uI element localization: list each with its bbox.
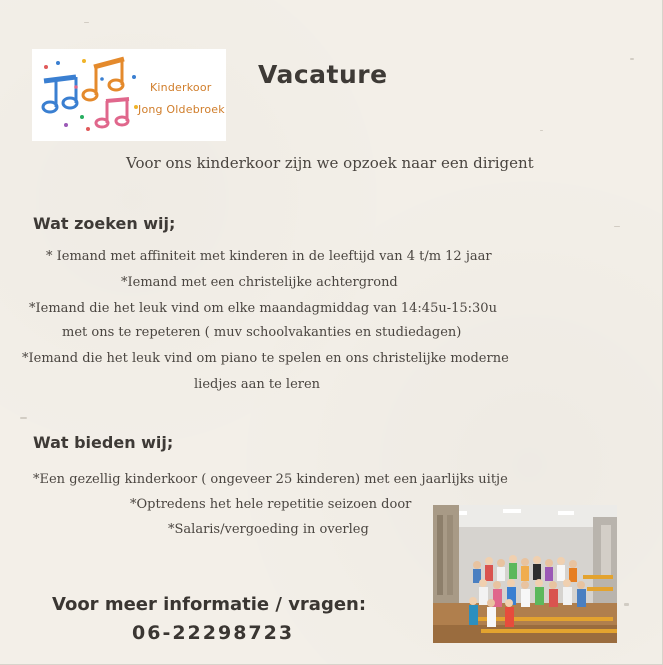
seeking-heading: Wat zoeken wij; bbox=[33, 214, 176, 233]
seeking-line: *Iemand die het leuk vind om elke maandagmiddag van 14:45u-15:30u bbox=[29, 301, 497, 316]
seeking-line: met ons te repeteren ( muv schoolvakanties en studiedagen) bbox=[62, 325, 462, 340]
seeking-line: *Iemand met een christelijke achtergrond bbox=[121, 275, 398, 290]
paper-fleck bbox=[540, 130, 543, 131]
intro-text: Voor ons kinderkoor zijn we opzoek naar een dirigent bbox=[126, 154, 534, 172]
paper-fleck bbox=[84, 22, 89, 23]
logo-text-line1: Kinderkoor bbox=[150, 81, 212, 94]
offer-heading: Wat bieden wij; bbox=[33, 433, 174, 452]
music-notes-icon bbox=[36, 55, 142, 137]
page-title: Vacature bbox=[258, 60, 388, 89]
paper-fleck bbox=[630, 58, 634, 60]
logo-text-line2: Jong Oldebroek bbox=[138, 103, 225, 116]
offer-line: *Salaris/vergoeding in overleg bbox=[168, 522, 369, 537]
paper-fleck bbox=[624, 603, 629, 606]
seeking-line: * Iemand met affiniteit met kinderen in de leeftijd van 4 t/m 12 jaar bbox=[46, 249, 492, 264]
contact-label: Voor meer informatie / vragen: bbox=[52, 594, 367, 615]
seeking-line: *Iemand die het leuk vind om piano te spelen en ons christelijke moderne bbox=[22, 351, 509, 366]
offer-line: *Een gezellig kinderkoor ( ongeveer 25 kinderen) met een jaarlijks uitje bbox=[33, 472, 508, 487]
choir-photo bbox=[433, 505, 617, 643]
kinderkoor-logo bbox=[32, 49, 226, 141]
paper-fleck bbox=[614, 226, 620, 227]
contact-phone: 06-22298723 bbox=[132, 622, 295, 644]
choir-photo-image bbox=[433, 505, 617, 643]
paper-fleck bbox=[20, 417, 27, 419]
seeking-line: liedjes aan te leren bbox=[194, 377, 321, 392]
offer-line: *Optredens het hele repetitie seizoen door bbox=[130, 497, 412, 512]
